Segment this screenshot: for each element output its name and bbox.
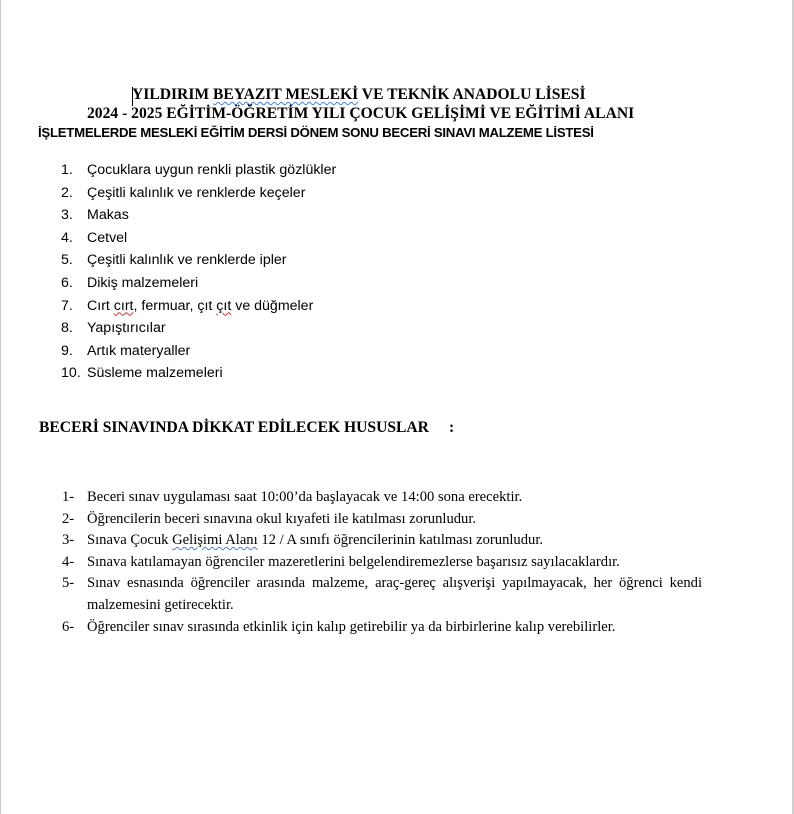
rule-text: Sınava katılamayan öğrenciler mazeretlerini belgelendiremezlerse başarısız sayılacaklardır. <box>87 553 620 570</box>
rule-item <box>62 509 702 531</box>
list-item <box>61 363 336 386</box>
list-item-text: Artık materyaller <box>87 342 191 359</box>
rule-item <box>62 573 702 616</box>
list-item <box>61 160 336 183</box>
list-item-text-a: Cırt <box>87 297 114 314</box>
school-name-heading <box>132 86 586 104</box>
list-item-text: Çocuklara uygun renkli plastik gözlükler <box>87 162 337 178</box>
rules-section-colon: : <box>448 419 455 436</box>
rules-list <box>62 487 702 638</box>
rule-number: 5- <box>62 575 75 592</box>
list-item-text-e: ve düğmeler <box>231 297 314 314</box>
list-item-number: 3. <box>61 207 73 224</box>
list-item-number: 4. <box>61 229 73 246</box>
materials-list <box>61 160 336 386</box>
list-item <box>61 250 336 273</box>
rule-text: Öğrencilerin beceri sınavına okul kıyafeti ile katılması zorunludur. <box>87 510 477 527</box>
list-item-number: 1. <box>61 162 73 178</box>
rules-section-title: BECERİ SINAVINDA DİKKAT EDİLECEK HUSUSLAR <box>39 419 429 436</box>
list-item-number: 5. <box>61 252 73 269</box>
list-item <box>61 183 336 206</box>
rule-text-a: Sınava Çocuk <box>87 532 173 549</box>
rule-text <box>87 530 702 552</box>
rule-item <box>62 552 702 574</box>
school-name-part2-grammar-flag[interactable]: BEYAZIT MESLEKİ <box>213 86 359 103</box>
list-item-number: 7. <box>61 297 73 314</box>
rule-text-c: 12 / A sınıfı öğrencilerinin katılması zorunludur. <box>257 532 544 549</box>
list-item-text: Süsleme malzemeleri <box>87 365 223 382</box>
list-item <box>61 205 336 228</box>
list-item-text: Çeşitli kalınlık ve renklerde ipler <box>87 252 287 269</box>
spelling-flag-cit[interactable]: çıt <box>216 297 232 314</box>
rule-text: Sınav esnasında öğrenciler arasında malzeme, araç-gereç alışverişi yapılmayacak, her öğrenci kendi malzemesini getirecektir. <box>87 575 702 613</box>
list-item-number: 8. <box>61 320 73 337</box>
rule-text: Beceri sınav uygulaması saat 10:00’da başlayacak ve 14:00 sona erecektir. <box>87 489 523 505</box>
list-item <box>61 341 336 364</box>
list-item <box>61 273 336 296</box>
rule-number: 4- <box>62 553 75 570</box>
grammar-flag-gelisimi-alani[interactable]: Gelişimi Alanı <box>172 532 258 549</box>
list-item <box>61 318 336 341</box>
spelling-flag-cirt[interactable]: cırt <box>113 297 134 314</box>
list-item-text: Yapıştırıcılar <box>87 320 166 337</box>
rules-section-heading <box>39 419 454 437</box>
rule-text: Öğrenciler sınav sırasında etkinlik için kalıp getirebilir ya da birbirlerine kalıp verebilirler. <box>87 618 616 635</box>
list-item <box>61 296 336 319</box>
school-name-part3: VE TEKNİK ANADOLU LİSESİ <box>358 86 586 103</box>
rule-number: 3- <box>62 532 75 549</box>
rule-item <box>62 530 702 552</box>
list-item-text-c: , fermuar, çıt <box>133 297 217 314</box>
school-name-part1: YILDIRIM <box>132 86 214 103</box>
rule-number: 6- <box>62 618 75 635</box>
list-item-text: Cetvel <box>87 229 128 246</box>
list-item-number: 6. <box>61 274 73 291</box>
list-item-text: Dikiş malzemeleri <box>87 274 199 291</box>
list-item-text: Makas <box>87 207 129 224</box>
academic-year-heading: 2024 - 2025 EĞİTİM-ÖĞRETİM YILI ÇOCUK GELİŞİMİ VE EĞİTİMİ ALANI <box>87 105 635 122</box>
list-item <box>61 228 336 251</box>
list-item-number: 2. <box>61 184 73 201</box>
rule-item <box>62 487 702 509</box>
rule-number: 2- <box>62 510 75 527</box>
list-item-number: 9. <box>61 342 73 359</box>
rule-item <box>62 617 702 639</box>
list-item-text: Çeşitli kalınlık ve renklerde keçeler <box>87 184 306 201</box>
list-item-number: 10. <box>61 365 81 382</box>
material-list-heading: İŞLETMELERDE MESLEKİ EĞİTİM DERSİ DÖNEM SONU BECERİ SINAVI MALZEME LİSTESİ <box>38 125 594 140</box>
rule-number: 1- <box>62 489 75 505</box>
